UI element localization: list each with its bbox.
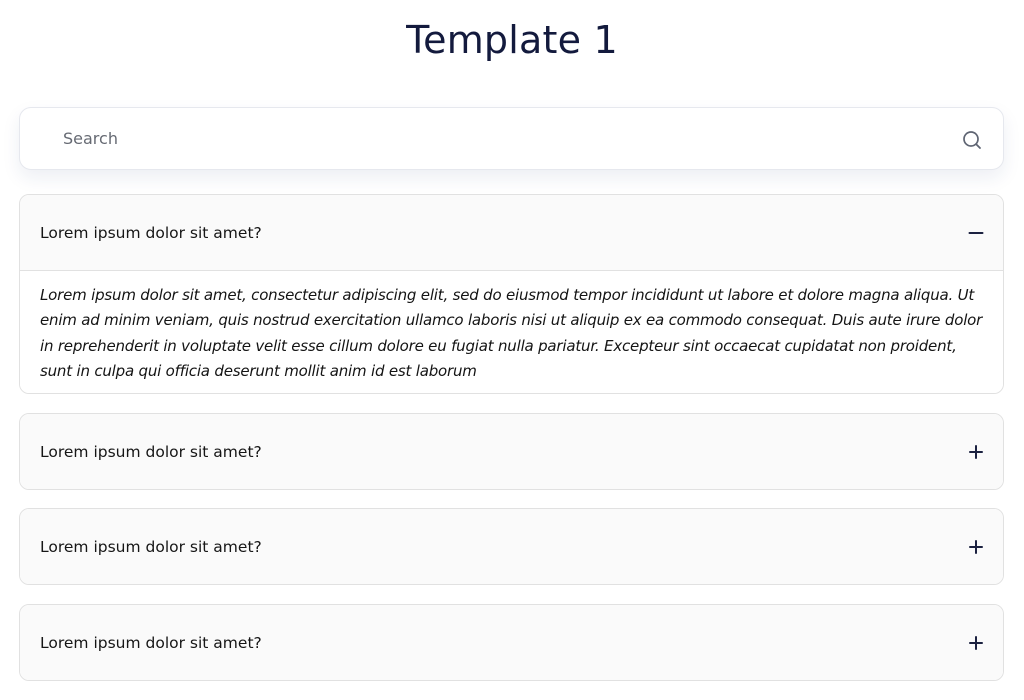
faq-question-header[interactable] [20, 414, 1003, 490]
faq-question-header[interactable] [20, 195, 1003, 271]
faq-question: Lorem ipsum dolor sit amet? [40, 538, 262, 556]
faq-item [19, 194, 1004, 394]
faq-answer: Lorem ipsum dolor sit amet, consectetur adipiscing elit, sed do eiusmod tempor incididunt ut labore et dolore magna aliqua. Ut enim ad minim veniam, quis nostrud exercitation ullamco laboris nisi ut aliquip ex ea commodo consequat. Duis aute irure dolor in reprehenderit in voluptate velit esse cillum dolore eu fugiat nulla pariatur. Excepteur sint occaecat cupidatat non proident, sunt in culpa qui officia deserunt mollit anim id est laborum [20, 271, 1003, 394]
faq-question: Lorem ipsum dolor sit amet? [40, 223, 262, 242]
minus-icon[interactable] [967, 224, 985, 242]
search-icon[interactable] [961, 129, 983, 151]
search-input[interactable] [20, 108, 1003, 169]
faq-item [19, 604, 1004, 681]
plus-icon[interactable] [967, 443, 985, 461]
faq-item [19, 413, 1004, 490]
faq-question-header[interactable] [20, 605, 1003, 681]
page-title: Template 1 [406, 18, 618, 62]
faq-question: Lorem ipsum dolor sit amet? [40, 634, 262, 652]
plus-icon[interactable] [967, 634, 985, 652]
plus-icon[interactable] [967, 538, 985, 556]
faq-item [19, 508, 1004, 585]
search-bar [19, 107, 1004, 170]
faq-question: Lorem ipsum dolor sit amet? [40, 443, 262, 461]
faq-question-header[interactable] [20, 509, 1003, 585]
